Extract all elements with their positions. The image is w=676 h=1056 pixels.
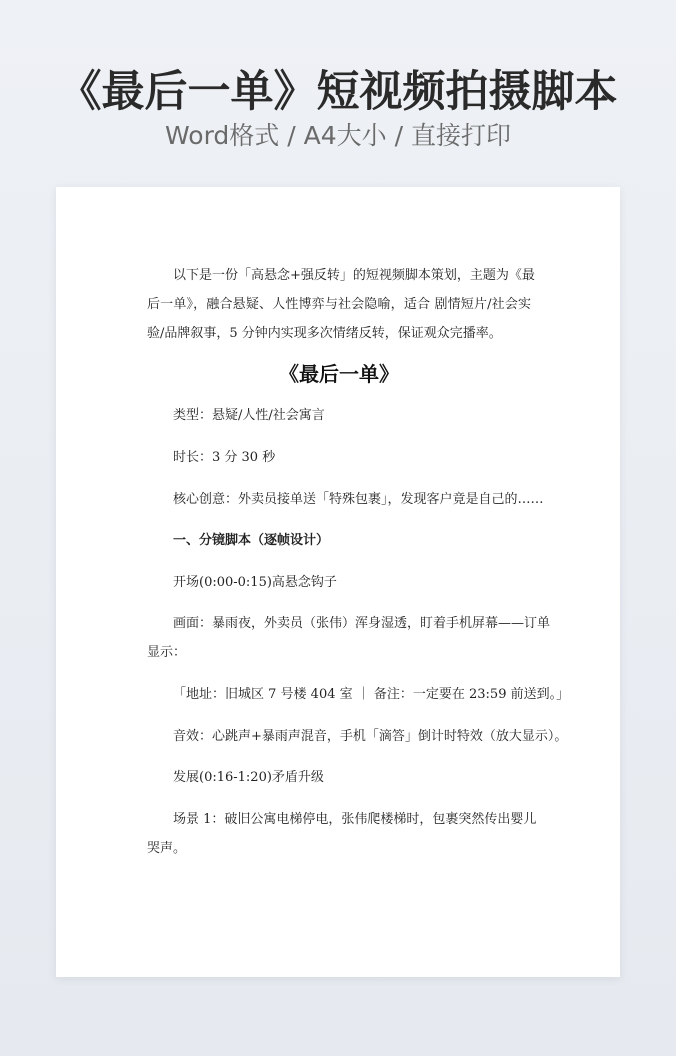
document-page [56, 187, 620, 977]
order-text: 「地址：旧城区 7 号楼 404 室 ｜ 备注：一定要在 23:59 前送到。」 [173, 687, 570, 702]
core-idea-line: 核心创意：外卖员接单送「特殊包裹」，发现客户竟是自己的…… [173, 492, 544, 507]
scene1-line-1: 场景 1：破旧公寓电梯停电，张伟爬楼梯时，包裹突然传出婴儿 [173, 812, 537, 827]
document-title: 《最后一单》 [279, 362, 399, 386]
format-subtitle: Word格式 / A4大小 / 直接打印 [165, 121, 511, 150]
scene1-paragraph [147, 805, 537, 863]
intro-paragraph [147, 261, 535, 348]
scene-paragraph [147, 609, 551, 667]
intro-line-3: 验/品牌叙事，5 分钟内实现多次情绪反转，保证观众完播率。 [147, 326, 502, 341]
order-text-line [147, 680, 570, 709]
duration-line: 时长：3 分 30 秒 [173, 450, 276, 465]
scene-line-1: 画面：暴雨夜，外卖员（张伟）浑身湿透，盯着手机屏幕——订单 [173, 616, 551, 631]
opening-line: 开场(0:00-0:15)高悬念钩子 [173, 575, 337, 590]
sound-line: 音效：心跳声+暴雨声混音，手机「滴答」倒计时特效（放大显示）。 [173, 729, 568, 744]
section-heading: 一、分镜脚本（逐帧设计） [173, 533, 330, 548]
scene-line-2: 显示： [147, 645, 187, 660]
intro-line-2: 后一单》，融合悬疑、人性博弈与社会隐喻，适合 剧情短片/社会实 [147, 297, 531, 312]
page-heading: 《最后一单》短视频拍摄脚本 [58, 67, 618, 117]
scene1-line-2: 哭声。 [147, 841, 187, 856]
development-line: 发展(0:16-1:20)矛盾升级 [173, 770, 324, 785]
intro-line-1: 以下是一份「高悬念+强反转」的短视频脚本策划，主题为《最 [173, 268, 535, 283]
type-line: 类型：悬疑/人性/社会寓言 [173, 408, 325, 423]
